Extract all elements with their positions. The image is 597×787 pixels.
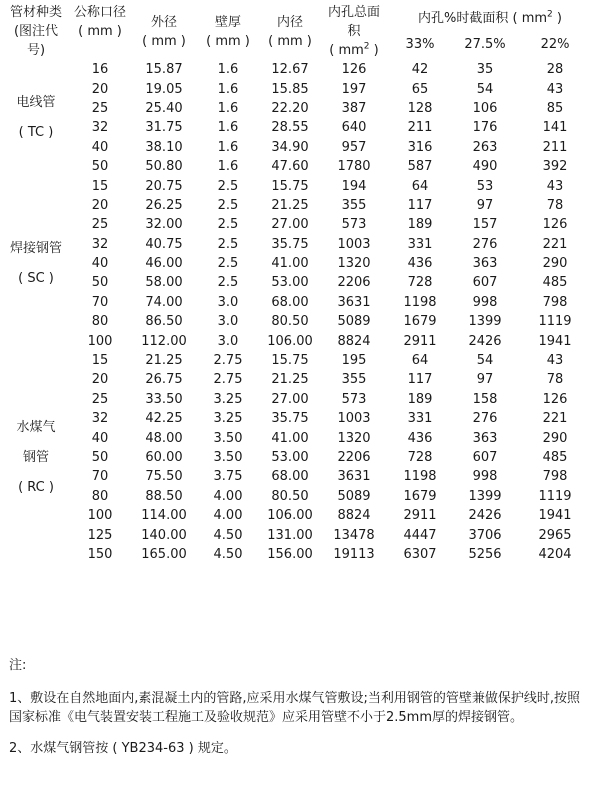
table-cell: 60.00 [145, 450, 183, 465]
table-cell: 276 [472, 411, 498, 427]
table-cell: 573 [341, 217, 367, 233]
table-cell: 1.6 [217, 62, 239, 78]
table-cell: 2206 [337, 275, 371, 291]
table-row [3, 448, 593, 467]
table-cell: 32 [91, 411, 109, 427]
table-row [3, 176, 593, 195]
table-row [3, 138, 593, 157]
table-cell: 15 [91, 353, 109, 369]
table-cell: 114.00 [141, 508, 187, 524]
table-cell: 20 [91, 372, 109, 388]
table-cell: 2.5 [217, 217, 239, 233]
table-cell: 211 [407, 120, 433, 136]
table-cell: 32.00 [145, 217, 183, 233]
table-cell: 78 [546, 372, 564, 388]
pipe-type-label: 焊接钢管 ( SC ) [9, 240, 62, 286]
table-cell: 26.25 [145, 197, 183, 213]
table-cell: 28.55 [271, 120, 309, 136]
table-cell: 38.10 [145, 139, 183, 155]
table-cell: 6307 [403, 546, 437, 562]
table-cell: 21.25 [145, 353, 183, 369]
header-inner: 内径 ( mm ) [268, 15, 312, 49]
table-cell: 490 [472, 159, 498, 175]
table-cell: 35.75 [271, 411, 309, 427]
table-cell: 21.25 [271, 197, 309, 213]
table-cell: 3631 [337, 469, 371, 485]
table-cell: 22.20 [271, 100, 309, 116]
table-cell: 112.00 [141, 333, 187, 349]
table-cell: 2911 [403, 333, 437, 349]
table-row [3, 409, 593, 428]
table-cell: 2965 [538, 527, 572, 543]
table-row [3, 506, 593, 525]
table-row [3, 370, 593, 389]
table-cell: 436 [407, 430, 433, 446]
table-cell: 31.75 [145, 120, 183, 136]
table-cell: 3.25 [213, 391, 243, 407]
table-cell: 54 [476, 81, 494, 97]
table-cell: 5089 [337, 488, 371, 504]
table-cell: 189 [407, 217, 433, 233]
table-cell: 75.50 [145, 469, 183, 485]
table-cell: 46.00 [145, 256, 183, 272]
table-cell: 1679 [403, 488, 437, 504]
table-cell: 97 [476, 372, 494, 388]
table-cell: 387 [341, 100, 367, 116]
table-row [3, 60, 593, 79]
table-cell: 194 [341, 178, 367, 194]
table-cell: 70 [91, 469, 109, 485]
table-cell: 587 [407, 159, 433, 175]
table-cell: 128 [407, 100, 433, 116]
table-cell: 140.00 [141, 527, 187, 543]
table-cell: 19.05 [145, 81, 183, 97]
table-cell: 2426 [468, 333, 502, 349]
table-cell: 27.00 [271, 391, 309, 407]
table-cell: 2.5 [217, 178, 239, 194]
table-cell: 8824 [337, 333, 371, 349]
table-cell: 1.6 [217, 120, 239, 136]
table-cell: 25 [91, 100, 109, 116]
table-cell: 3.50 [213, 450, 243, 465]
table-cell: 126 [341, 62, 367, 78]
header-pct-22: 22% [540, 36, 570, 52]
table-cell: 131.00 [267, 527, 313, 543]
table-cell: 20 [91, 81, 109, 97]
table-cell: 1.6 [217, 81, 239, 97]
table-cell: 728 [407, 450, 433, 465]
table-cell: 12.67 [271, 62, 309, 78]
table-cell: 221 [542, 236, 568, 252]
table-cell: 80 [91, 314, 109, 330]
table-cell: 40.75 [145, 236, 183, 252]
table-cell: 106.00 [267, 508, 313, 524]
table-row [3, 467, 593, 486]
table-cell: 1780 [337, 159, 371, 175]
table-cell: 1.6 [217, 159, 239, 175]
table-cell: 85 [546, 100, 564, 116]
table-cell: 2.5 [217, 236, 239, 252]
table-cell: 26.75 [145, 372, 183, 388]
table-cell: 640 [341, 120, 367, 136]
table-cell: 331 [407, 236, 433, 252]
table-cell: 64 [411, 178, 429, 194]
table-cell: 43 [546, 353, 564, 369]
table-cell: 1941 [538, 508, 572, 524]
table-cell: 65 [411, 81, 429, 97]
table-cell: 4.50 [213, 546, 243, 562]
table-cell: 141 [542, 120, 568, 136]
table-cell: 798 [542, 294, 568, 310]
table-cell: 2206 [337, 450, 371, 465]
table-row [3, 487, 593, 506]
table-cell: 165.00 [141, 546, 187, 562]
table-cell: 2911 [403, 508, 437, 524]
table-cell: 100 [87, 508, 113, 524]
table-cell: 1.6 [217, 139, 239, 155]
table-cell: 48.00 [145, 430, 183, 446]
pipe-type-label: 电线管 ( TC ) [16, 95, 56, 141]
table-cell: 5089 [337, 314, 371, 330]
table-row [3, 99, 593, 118]
table-cell: 3.50 [213, 430, 243, 446]
table-cell: 1320 [337, 430, 371, 446]
table-cell: 53 [476, 178, 494, 194]
table-cell: 50 [91, 450, 109, 465]
header-percent-title: 内孔%时截面积 ( $mm^2$ ) [418, 9, 562, 26]
table-cell: 485 [542, 275, 568, 291]
table-cell: 1198 [403, 294, 437, 310]
table-cell: 88.50 [145, 488, 183, 504]
table-cell: 158 [472, 391, 498, 407]
table-cell: 42 [411, 62, 429, 78]
header-nominal: 公称口径 ( mm ) [73, 5, 126, 39]
table-cell: 35 [476, 62, 494, 78]
table-row [3, 390, 593, 409]
table-cell: 15.87 [145, 62, 183, 78]
table-cell: 363 [472, 256, 498, 272]
table-cell: 54 [476, 353, 494, 369]
table-cell: 21.25 [271, 372, 309, 388]
table-cell: 607 [472, 450, 498, 465]
table-cell: 3631 [337, 294, 371, 310]
table-cell: 25 [91, 391, 109, 407]
table-cell: 15.75 [271, 353, 309, 369]
table-cell: 106 [472, 100, 498, 116]
table-cell: 117 [407, 372, 433, 388]
table-row [3, 254, 593, 273]
table-cell: 290 [542, 256, 568, 272]
table-cell: 53.00 [271, 275, 309, 291]
table-row [3, 79, 593, 98]
table-row [3, 196, 593, 215]
table-cell: 1679 [403, 314, 437, 330]
table-cell: 150 [87, 546, 113, 562]
table-row [3, 273, 593, 292]
table-cell: 1003 [337, 411, 371, 427]
table-row [3, 525, 593, 544]
table-cell: 78 [546, 197, 564, 213]
table-cell: 86.50 [145, 314, 183, 330]
table-cell: 195 [341, 353, 367, 369]
notes-section [9, 656, 589, 758]
table-cell: 1941 [538, 333, 572, 349]
table-cell: 16 [91, 62, 109, 78]
table-cell: 1399 [468, 488, 502, 504]
table-cell: 106.00 [267, 333, 313, 349]
header-wall: 壁厚 ( mm ) [206, 15, 250, 49]
table-cell: 4447 [403, 527, 437, 543]
table-cell: 68.00 [271, 469, 309, 485]
table-header [3, 3, 593, 60]
table-cell: 2.75 [213, 372, 243, 388]
table-cell: 355 [341, 197, 367, 213]
header-outer: 外径 ( mm ) [142, 15, 186, 49]
header-pct-275: 27.5% [464, 36, 506, 52]
table-cell: 485 [542, 450, 568, 465]
table-cell: 126 [542, 391, 568, 407]
table-cell: 798 [542, 469, 568, 485]
table-cell: 176 [472, 120, 498, 136]
table-cell: 3.0 [217, 314, 239, 330]
table-cell: 32 [91, 120, 109, 136]
table-cell: 41.00 [271, 430, 309, 446]
table-cell: 4204 [538, 546, 572, 562]
notes-title: 注: [9, 658, 27, 673]
table-cell: 1003 [337, 236, 371, 252]
table-cell: 68.00 [271, 294, 309, 310]
table-cell: 2.75 [213, 353, 243, 369]
table-cell: 998 [472, 469, 498, 485]
table-row [3, 428, 593, 447]
table-row [3, 545, 593, 564]
table-cell: 80.50 [271, 488, 309, 504]
table-cell: 2.5 [217, 256, 239, 272]
table-cell: 126 [542, 217, 568, 233]
table-cell: 2.5 [217, 275, 239, 291]
table-row [3, 118, 593, 137]
table-cell: 363 [472, 430, 498, 446]
table-cell: 957 [341, 139, 367, 155]
table-cell: 355 [341, 372, 367, 388]
table-cell: 43 [546, 178, 564, 194]
note-1: 1、敷设在自然地面内,素混凝土内的管路,应采用水煤气管敷设;当利用钢管的管壁兼做保护线时,按照国家标准《电气装置安装工程施工及验收规范》应采用管壁不小于2.5mm厚的焊接钢管。 [9, 691, 581, 725]
table-cell: 41.00 [271, 256, 309, 272]
table-cell: 3.25 [213, 411, 243, 427]
table-cell: 34.90 [271, 139, 309, 155]
pipe-type-label: 水煤气 钢管 ( RC ) [16, 419, 56, 495]
table-cell: 42.25 [145, 411, 183, 427]
table-cell: 1399 [468, 314, 502, 330]
table-row [3, 215, 593, 234]
table-cell: 13478 [333, 527, 375, 543]
table-cell: 3.75 [213, 469, 243, 485]
table-row [3, 157, 593, 176]
table-cell: 4.00 [213, 488, 243, 504]
header-pct-33: 33% [405, 36, 435, 52]
table-cell: 2426 [468, 508, 502, 524]
table-row [3, 312, 593, 331]
table-cell: 1119 [538, 314, 572, 330]
table-cell: 15 [91, 178, 109, 194]
header-area: 内孔总面 积 ( $mm^2$ ) [327, 5, 380, 58]
table-cell: 20 [91, 197, 109, 213]
table-cell: 157 [472, 217, 498, 233]
table-cell: 573 [341, 391, 367, 407]
table-cell: 74.00 [145, 294, 183, 310]
table-cell: 97 [476, 197, 494, 213]
table-cell: 8824 [337, 508, 371, 524]
table-cell: 211 [542, 139, 568, 155]
table-cell: 33.50 [145, 391, 183, 407]
table-cell: 316 [407, 139, 433, 155]
table-cell: 125 [87, 527, 113, 543]
table-cell: 4.50 [213, 527, 243, 543]
table-cell: 28 [546, 62, 564, 78]
table-cell: 43 [546, 81, 564, 97]
table-cell: 1119 [538, 488, 572, 504]
table-cell: 64 [411, 353, 429, 369]
table-cell: 290 [542, 430, 568, 446]
table-cell: 40 [91, 139, 109, 155]
table-cell: 1198 [403, 469, 437, 485]
table-cell: 20.75 [145, 178, 183, 194]
table-cell: 70 [91, 294, 109, 310]
table-cell: 189 [407, 391, 433, 407]
table-cell: 276 [472, 236, 498, 252]
table-cell: 47.60 [271, 159, 309, 175]
table-cell: 392 [542, 159, 568, 175]
table-cell: 3706 [468, 527, 502, 543]
table-row [3, 235, 593, 254]
table-cell: 40 [91, 256, 109, 272]
table-cell: 1320 [337, 256, 371, 272]
table-cell: 53.00 [271, 450, 309, 465]
table-row [3, 293, 593, 312]
table-cell: 197 [341, 81, 367, 97]
table-cell: 3.0 [217, 294, 239, 310]
table-cell: 80 [91, 488, 109, 504]
table-cell: 50 [91, 159, 109, 175]
table-cell: 58.00 [145, 275, 183, 291]
table-cell: 100 [87, 333, 113, 349]
table-cell: 5256 [468, 546, 502, 562]
table-cell: 15.75 [271, 178, 309, 194]
table-cell: 35.75 [271, 236, 309, 252]
table-cell: 25.40 [145, 100, 183, 116]
table-cell: 15.85 [271, 81, 309, 97]
table-cell: 4.00 [213, 508, 243, 524]
table-cell: 50.80 [145, 159, 183, 175]
table-row [3, 351, 593, 370]
table-cell: 25 [91, 217, 109, 233]
table-cell: 32 [91, 236, 109, 252]
table-body [3, 60, 593, 564]
table-cell: 50 [91, 275, 109, 291]
note-2: 2、水煤气钢管按 ( YB234-63 ) 规定。 [9, 741, 237, 756]
table-cell: 436 [407, 256, 433, 272]
table-cell: 117 [407, 197, 433, 213]
table-cell: 1.6 [217, 100, 239, 116]
table-cell: 40 [91, 430, 109, 446]
table-cell: 607 [472, 275, 498, 291]
table-cell: 2.5 [217, 197, 239, 213]
table-cell: 221 [542, 411, 568, 427]
table-cell: 331 [407, 411, 433, 427]
header-kind: 管材种类 (图注代 号) [9, 5, 62, 58]
table-cell: 728 [407, 275, 433, 291]
table-cell: 19113 [333, 546, 375, 562]
table-cell: 3.0 [217, 333, 239, 349]
table-row [3, 331, 593, 350]
table-cell: 156.00 [267, 546, 313, 562]
table-cell: 27.00 [271, 217, 309, 233]
conduit-spec-table [3, 3, 593, 564]
table-cell: 80.50 [271, 314, 309, 330]
table-cell: 998 [472, 294, 498, 310]
table-cell: 263 [472, 139, 498, 155]
